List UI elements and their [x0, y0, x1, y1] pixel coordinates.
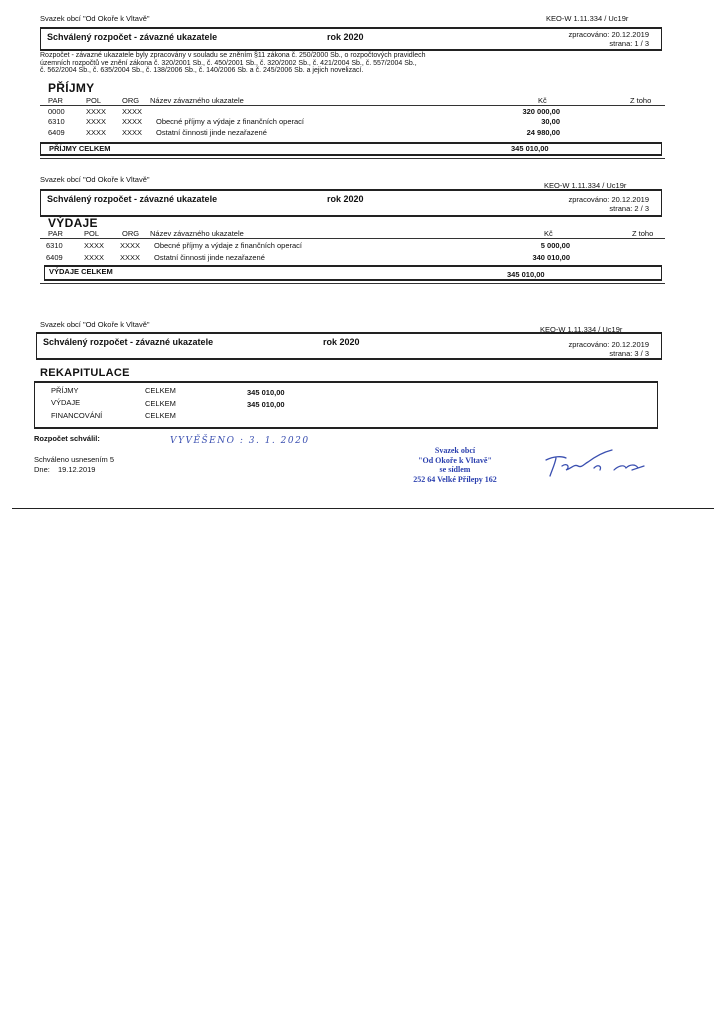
- table-row: [46, 253, 666, 263]
- intro-line-2: územních rozpočtů ve znění zákona č. 320/2001 Sb., č. 450/2001 Sb., č. 320/2002 Sb., č. 421/2004 Sb., č. 557/2004 Sb.,: [40, 59, 417, 67]
- processed-block-p2: [569, 195, 649, 213]
- row-par: 6310: [48, 117, 65, 126]
- row-pol: XXXX: [84, 241, 105, 250]
- total-box-vydaje: [44, 265, 662, 281]
- row-kc: 5 000,00: [540, 241, 570, 250]
- header-rule-p2: [40, 238, 665, 239]
- stamp-line: Svazek obcí: [434, 446, 476, 455]
- recap-value: 345 010,00: [247, 388, 285, 397]
- year-p2: rok 2020: [327, 194, 364, 204]
- col-pol: POL: [84, 229, 100, 238]
- col-par: PAR: [48, 229, 63, 238]
- col-kc: Kč: [544, 229, 553, 238]
- total-label-prijmy: PŘÍJMY CELKEM: [49, 144, 111, 153]
- processed-block-p1: [569, 30, 649, 48]
- row-name: Obecné příjmy a výdaje z finančních operací: [156, 117, 304, 126]
- title-box-p3: [36, 332, 662, 360]
- page-rule-1: [40, 158, 665, 159]
- org-name-p3: Svazek obcí "Od Okoře k Vltavě": [40, 320, 150, 329]
- row-kc: 320 000,00: [522, 107, 560, 116]
- stamp-line: se sídlem: [439, 465, 471, 474]
- processed-date-p1: zpracováno: 20.12.2019: [568, 30, 649, 39]
- version-p2: KEO-W 1.11.334 / Uc19r: [544, 181, 627, 190]
- handwritten-posted-date: VYVĚŠENO : 3. 1. 2020: [170, 436, 310, 446]
- row-par: 6409: [48, 128, 65, 137]
- row-pol: XXXX: [86, 128, 107, 137]
- date-row: [34, 465, 95, 474]
- row-org: XXXX: [120, 253, 141, 262]
- section-title-rekapitulace: REKAPITULACE: [40, 367, 130, 379]
- total-box-prijmy: [40, 142, 662, 156]
- section-title-prijmy: PŘÍJMY: [48, 81, 95, 95]
- col-pol: POL: [86, 96, 102, 105]
- title-box-p1: [40, 27, 662, 51]
- title-p3: Schválený rozpočet - závazné ukazatele: [43, 337, 214, 347]
- table-row: [48, 128, 668, 138]
- page-number-p2: strana: 2 / 3: [609, 204, 649, 213]
- table-row: [48, 107, 668, 117]
- table-row: [48, 117, 668, 127]
- recap-label: PŘÍJMY: [51, 386, 79, 395]
- total-value-vydaje: 345 010,00: [507, 270, 545, 279]
- recap-box: [34, 381, 658, 429]
- stamp-line: 252 64 Velké Přílepy 162: [413, 474, 497, 484]
- intro-line-3: č. 562/2004 Sb., č. 635/2004 Sb., č. 138/2006 Sb., č. 140/2006 Sb. a č. 245/2006 Sb. a jejich novelizací.: [40, 67, 364, 74]
- row-name: Ostatní činnosti jinde nezařazené: [154, 253, 265, 262]
- processed-date-p3: zpracováno: 20.12.2019: [568, 340, 649, 349]
- page-number-p3: strana: 3 / 3: [609, 349, 649, 358]
- resolution-text: Schváleno usnesením 5: [34, 455, 115, 464]
- col-ztoho: Z toho: [630, 96, 652, 105]
- processed-block-p3: [569, 340, 649, 358]
- total-value-prijmy: 345 010,00: [511, 144, 549, 153]
- row-kc: 24 980,00: [526, 128, 560, 137]
- col-org: ORG: [122, 229, 140, 238]
- row-org: XXXX: [122, 117, 143, 126]
- year-p1: rok 2020: [327, 32, 364, 42]
- org-name-p2: Svazek obcí "Od Okoře k Vltavě": [40, 175, 150, 184]
- col-ztoho: Z toho: [632, 229, 654, 238]
- row-par: 6409: [46, 253, 63, 262]
- version-p3: KEO-W 1.11.334 / Uc19r: [540, 325, 623, 334]
- row-org: XXXX: [122, 128, 143, 137]
- row-kc: 340 010,00: [532, 253, 570, 262]
- processed-date-p2: zpracováno: 20.12.2019: [568, 195, 649, 204]
- date-value: 19.12.2019: [57, 465, 96, 474]
- row-par: 6310: [46, 241, 63, 250]
- intro-paragraph: [40, 52, 670, 75]
- recap-kind: CELKEM: [145, 386, 176, 395]
- recap-kind: CELKEM: [145, 411, 176, 420]
- recap-label: VÝDAJE: [51, 398, 81, 407]
- recap-kind: CELKEM: [145, 399, 176, 408]
- stamp-line: "Od Okoře k Vltavě": [418, 455, 492, 465]
- row-pol: XXXX: [86, 117, 107, 126]
- year-p3: rok 2020: [323, 337, 360, 347]
- row-pol: XXXX: [84, 253, 105, 262]
- col-par: PAR: [48, 96, 63, 105]
- row-pol: XXXX: [86, 107, 107, 116]
- page-number-p1: strana: 1 / 3: [609, 39, 649, 48]
- page-rule-2: [40, 283, 665, 284]
- title-p2: Schválený rozpočet - závazné ukazatele: [47, 194, 218, 204]
- section-title-vydaje: VÝDAJE: [48, 216, 98, 230]
- col-org: ORG: [122, 96, 140, 105]
- intro-line-1: Rozpočet - závazné ukazatele byly zpracovány v souladu se zněním §11 zákona č. 250/2000 Sb., o rozpočtových pravidlech: [40, 52, 426, 59]
- header-rule-p1: [40, 105, 665, 106]
- title-box-p2: [40, 189, 662, 217]
- recap-label: FINANCOVÁNÍ: [51, 411, 103, 420]
- organization-stamp: [380, 446, 530, 484]
- col-name: Název závazného ukazatele: [150, 229, 244, 238]
- signature-icon: [540, 446, 650, 480]
- row-org: XXXX: [120, 241, 141, 250]
- org-name-p1: Svazek obcí "Od Okoře k Vltavě": [40, 14, 150, 23]
- approved-label: Rozpočet schválil:: [34, 434, 100, 443]
- recap-value: 345 010,00: [247, 400, 285, 409]
- row-org: XXXX: [122, 107, 143, 116]
- row-name: Obecné příjmy a výdaje z finančních operací: [154, 241, 302, 250]
- table-row: [46, 241, 666, 251]
- col-name: Název závazného ukazatele: [150, 96, 244, 105]
- total-label-vydaje: VÝDAJE CELKEM: [49, 267, 113, 276]
- row-kc: 30,00: [541, 117, 560, 126]
- title-p1: Schválený rozpočet - závazné ukazatele: [47, 32, 218, 42]
- col-kc: Kč: [538, 96, 547, 105]
- date-label: Dne:: [34, 465, 50, 474]
- version-p1: KEO-W 1.11.334 / Uc19r: [546, 14, 629, 23]
- row-name: Ostatní činnosti jinde nezařazené: [156, 128, 267, 137]
- bottom-rule: [12, 508, 714, 509]
- row-par: 0000: [48, 107, 65, 116]
